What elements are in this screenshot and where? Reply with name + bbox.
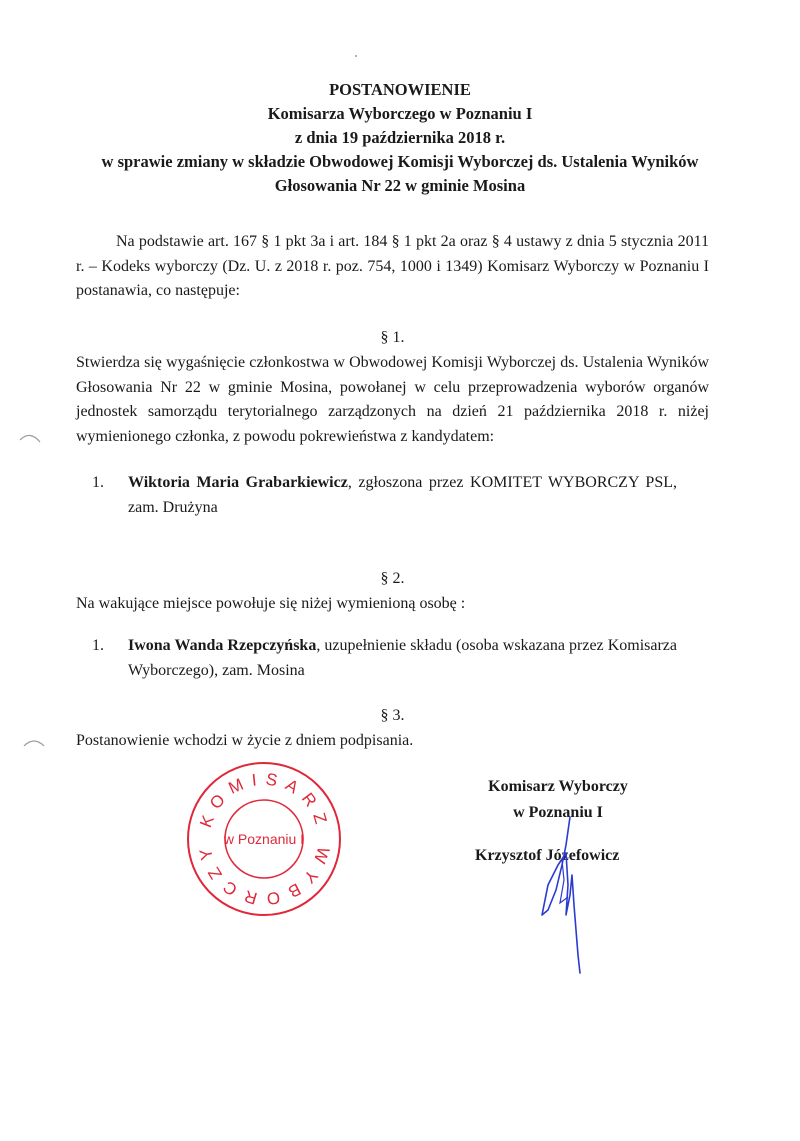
issuer-line: Komisarza Wyborczego w Poznaniu I <box>267 104 533 123</box>
section-2-sign: § 2. <box>380 570 405 587</box>
intro-paragraph: Na podstawie art. 167 § 1 pkt 3a i art. 184 § 1 pkt 2a oraz § 4 ustawy z dnia 5 stycznia 2011 r. – Kodeks wyborczy (Dz. U. z 2018 r. poz. 754, 1000 i 1349) Komisarz Wyborczy w Poznaniu I postanawia, co następuje: <box>76 233 709 299</box>
document-header <box>60 78 740 198</box>
stamp-ring-text: KOMISARZ WYBORCZY <box>194 769 334 909</box>
section-2-list-item <box>92 634 677 683</box>
punch-hole-mark <box>22 734 48 754</box>
list-item-number: 1. <box>92 637 104 654</box>
date-line: z dnia 19 października 2018 r. <box>294 128 506 147</box>
official-stamp <box>185 760 343 918</box>
member-name: Wiktoria Maria Grabarkiewicz <box>128 474 348 491</box>
signatory-name: Krzysztof Józefowicz <box>475 847 620 864</box>
section-3-text: Postanowienie wchodzi w życie z dniem podpisania. <box>76 732 414 749</box>
section-2-text: Na wakujące miejsce powołuje się niżej wymienioną osobę : <box>76 595 466 612</box>
subject-line-1: w sprawie zmiany w składzie Obwodowej Komisji Wyborczej ds. Ustalenia Wyników <box>101 152 699 171</box>
subject-line-2: Głosowania Nr 22 w gminie Mosina <box>274 176 526 195</box>
document-title: POSTANOWIENIE <box>329 80 471 99</box>
section-1-list-item <box>92 471 677 520</box>
list-item-number: 1. <box>92 474 104 491</box>
section-1-text: Stwierdza się wygaśnięcie członkostwa w Obwodowej Komisji Wyborczej ds. Ustalenia Wyników Głosowania Nr 22 w gminie Mosina, powołanej w celu przeprowadzenia wyborów organów jednostek samorządu terytorialnego zarządzonych na dzień 21 października 2018 r. niżej wymienionego członka, z powodu pokrewieństwa z kandydatem: <box>76 354 709 445</box>
stamp-center-text: w Poznaniu I <box>223 831 305 847</box>
appointee-detail: , uzupełnienie składu (osoba wskazana przez Komisarza Wyborczego), zam. Mosina <box>128 637 678 679</box>
signatory-role-line-1: Komisarz Wyborczy <box>488 778 628 795</box>
member-detail: , zgłoszona przez KOMITET WYBORCZY PSL, zam. Drużyna <box>128 474 677 516</box>
handwritten-signature <box>518 805 598 985</box>
punch-hole-mark <box>18 430 44 450</box>
appointee-name: Iwona Wanda Rzepczyńska <box>128 637 317 654</box>
scan-speck <box>355 55 357 57</box>
section-3-sign: § 3. <box>380 707 405 724</box>
section-1-sign: § 1. <box>380 329 405 346</box>
signatory-role-line-2: w Poznaniu I <box>513 804 603 821</box>
